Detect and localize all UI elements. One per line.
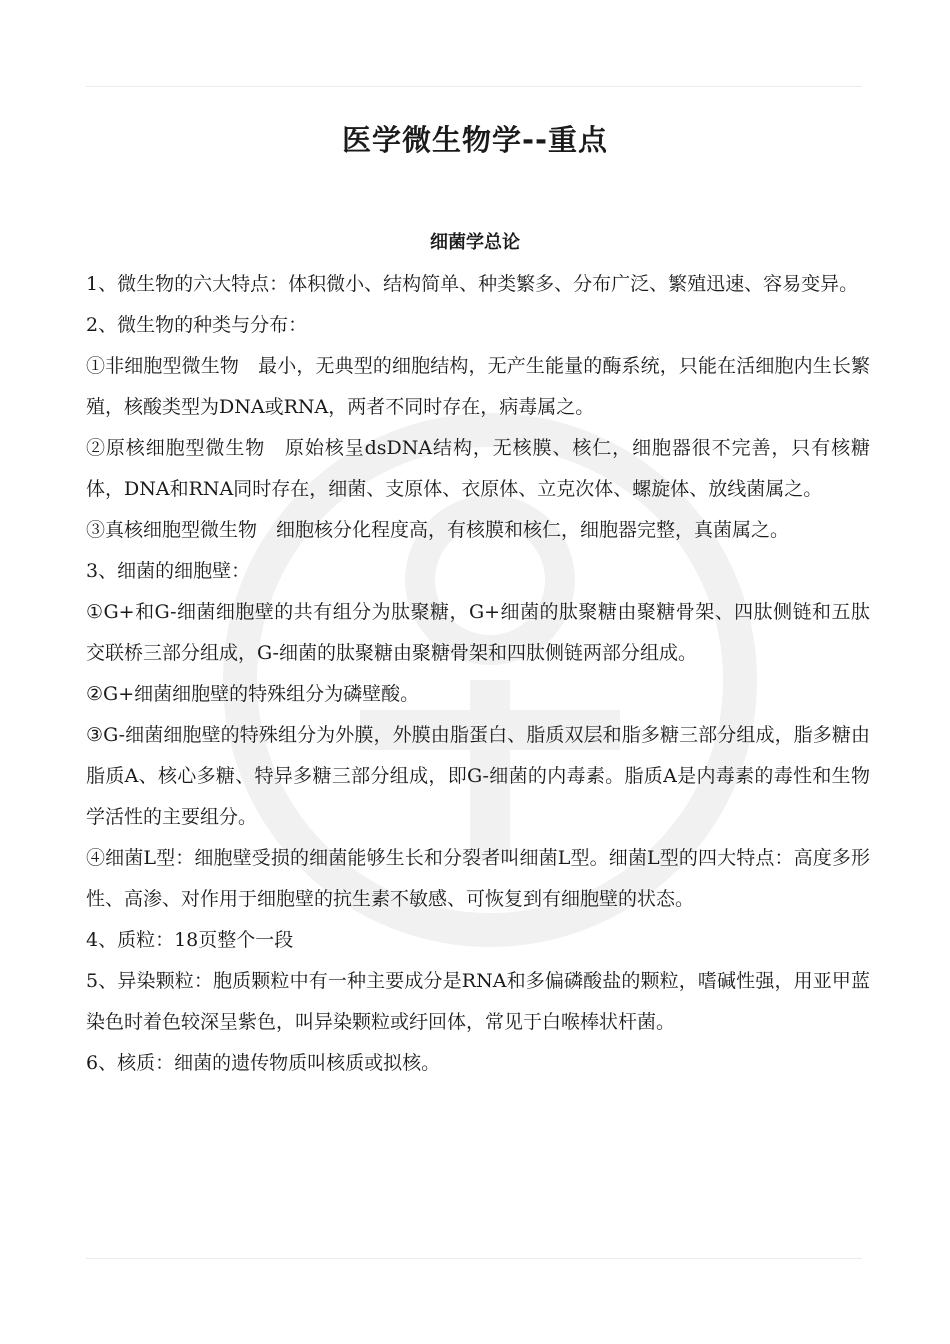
section-title: 细菌学总论 xyxy=(430,232,520,253)
paragraph-2-2: ②原核细胞型微生物 原始核呈dsDNA结构，无核膜、核仁，细胞器很不完善，只有核糖体，DNA和RNA同时存在，细菌、支原体、衣原体、立克次体、螺旋体、放线菌属之。 xyxy=(86,437,870,500)
paragraph-1: 1、微生物的六大特点：体积微小、结构简单、种类繁多、分布广泛、繁殖迅速、容易变异。 xyxy=(86,273,859,295)
paragraph-2: 2、微生物的种类与分布： xyxy=(86,314,308,336)
paragraph-2-1: ①非细胞型微生物 最小，无典型的细胞结构，无产生能量的酶系统，只能在活细胞内生长繁殖，核酸类型为DNA或RNA，两者不同时存在，病毒属之。 xyxy=(86,355,870,418)
paragraph-6: 6、核质：细菌的遗传物质叫核质或拟核。 xyxy=(86,1052,441,1074)
footer-divider xyxy=(86,1258,862,1259)
paragraph-3-4: ④细菌L型：细胞壁受损的细菌能够生长和分裂者叫细菌L型。细菌L型的四大特点：高度多形性、高渗、对作用于细胞壁的抗生素不敏感、可恢复到有细胞壁的状态。 xyxy=(86,847,870,910)
paragraph-2-3: ③真核细胞型微生物 细胞核分化程度高，有核膜和核仁，细胞器完整，真菌属之。 xyxy=(86,519,790,541)
document-title: 医学微生物学--重点 xyxy=(341,123,609,157)
paragraph-3-3: ③G-细菌细胞壁的特殊组分为外膜，外膜由脂蛋白、脂质双层和脂多糖三部分组成，脂多糖由脂质A、核心多糖、特异多糖三部分组成，即G-细菌的内毒素。脂质A是内毒素的毒性和生物学活性的主要组分。 xyxy=(86,724,870,828)
header-divider xyxy=(86,86,862,87)
paragraph-4: 4、质粒：18页整个一段 xyxy=(86,929,294,951)
paragraph-3-1: ①G+和G-细菌细胞壁的共有组分为肽聚糖，G+细菌的肽聚糖由聚糖骨架、四肽侧链和五肽交联桥三部分组成，G-细菌的肽聚糖由聚糖骨架和四肽侧链两部分组成。 xyxy=(86,601,870,664)
paragraph-3: 3、细菌的细胞壁： xyxy=(86,560,251,582)
paragraph-5: 5、异染颗粒：胞质颗粒中有一种主要成分是RNA和多偏磷酸盐的颗粒，嗜碱性强，用亚甲蓝染色时着色较深呈紫色，叫异染颗粒或纡回体，常见于白喉棒状杆菌。 xyxy=(86,970,870,1033)
document-body xyxy=(86,264,870,1084)
paragraph-3-2: ②G+细菌细胞壁的特殊组分为磷壁酸。 xyxy=(86,683,420,705)
